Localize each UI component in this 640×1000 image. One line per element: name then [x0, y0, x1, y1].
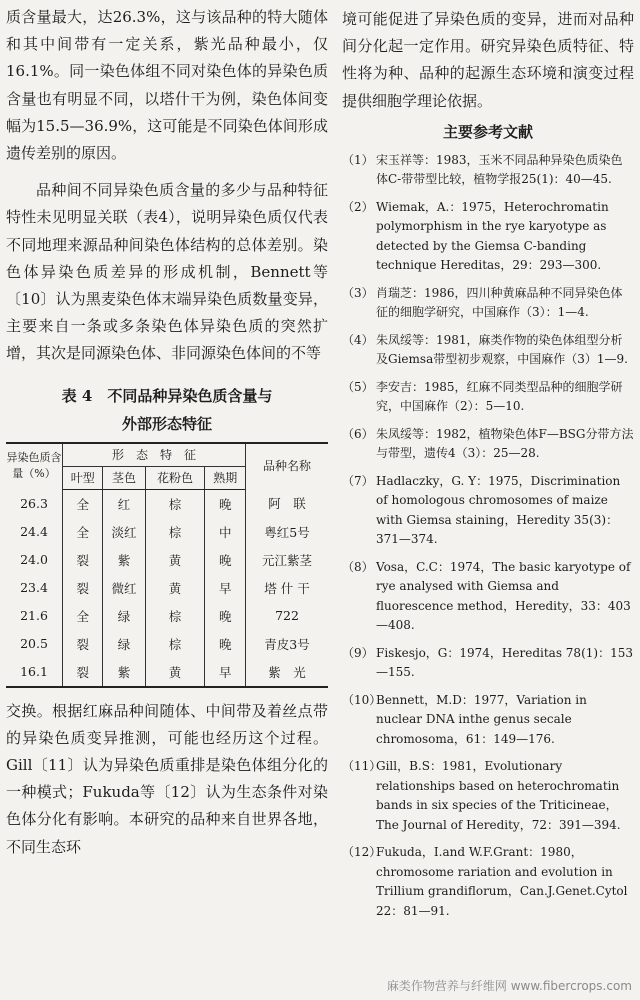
cell-hc: 21.6 — [6, 602, 63, 630]
left-column — [6, 4, 328, 861]
reference-number: （4） — [342, 332, 374, 347]
cell-maturity: 早 — [205, 658, 246, 687]
cell-leaf: 全 — [63, 489, 103, 518]
cell-leaf: 全 — [63, 518, 103, 546]
cell-stem: 绿 — [103, 630, 145, 658]
paragraph: 质含量最大，达26.3%，这与该品种的特大随体和其中间带有一定关系，紫光品种最小，仅16.1%。同一染色体组不同对染色体的异染色质含量也有明显不同，以塔什干为例，染色体间变幅为15.5—36.9%，这可能是不同染色体间形成遗传差别的原因。 — [6, 8, 328, 163]
reference-number: （11） — [342, 759, 382, 774]
cell-stem: 紫 — [103, 546, 145, 574]
reference-text: Vosa，C.C：1974，The basic karyotype of rye analysed with Giemsa and fluorescence method，Heredity，33：403—408. — [376, 559, 631, 633]
paragraph: 品种间不同异染色质含量的多少与品种特征特性未见明显关联（表4），说明异染色质仅代表不同地理来源品种间染色体结构的总体差别。染色体异染色质差异的形成机制，Bennett等〔10〕认为黑麦染色体末端异染色质数量变异，主要来自一条或多条染色体异染色质的突然扩增，其次是同源染色体、非同源染色体间的不等 — [6, 181, 328, 363]
cell-leaf: 裂 — [63, 574, 103, 602]
cell-stem: 绿 — [103, 602, 145, 630]
column-header-variety: 品种名称 — [246, 443, 329, 490]
table-row — [6, 658, 328, 687]
cell-stem: 紫 — [103, 658, 145, 687]
cell-hc: 24.0 — [6, 546, 63, 574]
reference-number: （7） — [342, 473, 374, 488]
column-header: 花粉色 — [145, 466, 205, 489]
column-header: 茎色 — [103, 466, 145, 489]
reference-number: （3） — [342, 285, 374, 300]
reference-number: （9） — [342, 645, 374, 660]
cell-hc: 20.5 — [6, 630, 63, 658]
table-4 — [6, 382, 328, 688]
reference-item — [342, 757, 634, 835]
table-row — [6, 489, 328, 518]
reference-item — [342, 284, 634, 323]
cell-maturity: 晚 — [218, 608, 232, 624]
cell-pollen: 棕 — [145, 518, 205, 546]
table-row — [6, 546, 328, 574]
table-row — [6, 602, 328, 630]
reference-text: Wiemak，A.：1975，Heterochromatin polymorphism in the rye karyotype as detected by the Giemsa C-banding technique Hereditas，29：293—300. — [376, 199, 609, 273]
reference-number: （10） — [342, 692, 382, 707]
reference-text: Bennett，M.D：1977，Variation in nuclear DNA inthe genus secale chromosoma，61：149—176. — [376, 692, 587, 746]
paragraph: 交换。根据红麻品种间随体、中间带及着丝点带的异染色质变异推测，可能也经历这个过程。Gill〔11〕认为异染色质重排是染色体组分化的一种模式；Fukuda等〔12〕认为生态条件对染色体分化有影响。本研究的品种来自世界各地，不同生态环 — [6, 701, 328, 856]
cell-pollen: 黄 — [145, 546, 205, 574]
column-header-group: 形 态 特 征 — [63, 443, 246, 467]
table-title-line: 外部形态特征 — [121, 414, 212, 433]
reference-number: （1） — [342, 152, 374, 167]
cell-variety: 塔 什 干 — [246, 574, 329, 602]
right-column — [342, 6, 634, 929]
reference-item — [342, 331, 634, 370]
reference-number: （6） — [342, 426, 374, 441]
cell-hc: 16.1 — [6, 658, 63, 687]
references-heading: 主要参考文献 — [442, 122, 533, 141]
cell-variety: 阿 联 — [246, 489, 329, 518]
table-title-line: 表 4 不同品种异染色质含量与 — [61, 386, 273, 405]
cell-pollen: 棕 — [145, 630, 205, 658]
cell-maturity: 中 — [218, 524, 232, 540]
reference-item — [342, 378, 634, 417]
reference-item — [342, 425, 634, 464]
cell-maturity: 早 — [218, 580, 232, 596]
reference-item — [342, 691, 634, 750]
cell-leaf: 裂 — [63, 658, 103, 687]
cell-variety: 青皮3号 — [246, 630, 329, 658]
cell-stem: 淡红 — [103, 518, 145, 546]
cell-leaf: 裂 — [63, 630, 103, 658]
reference-item — [342, 558, 634, 636]
reference-text: 肖瑞芝：1986，四川种黄麻品种不同异染色体征的细胞学研究，中国麻作（3）：1—4. — [376, 285, 623, 320]
reference-text: 宋玉祥等：1983，玉米不同品种异染色质染色体C-带带型比较，植物学报25(1)：40—45. — [376, 152, 623, 187]
reference-number: （2） — [342, 199, 374, 214]
cell-hc: 26.3 — [6, 489, 63, 518]
reference-text: Gill，B.S：1981，Evolutionary relationships based on heterochromatin bands in six species of the Triticineae，The Journal of Heredity，72：391—394. — [376, 759, 621, 832]
cell-variety: 722 — [246, 602, 329, 630]
reference-item — [342, 151, 634, 190]
reference-text: 朱凤绥等：1981，麻类作物的染色体组型分析及Giemsa带型初步观察，中国麻作（3）1—9. — [376, 332, 628, 367]
column-header: 熟期 — [205, 466, 246, 489]
reference-item — [342, 644, 634, 683]
reference-number: （5） — [342, 379, 374, 394]
reference-text: Fukuda，I.and W.F.Grant：1980，chromosome rariation and evolution in Trillium grandiflorum，Can.J.Genet.Cytol 22：81—91. — [376, 845, 628, 918]
table-row — [6, 630, 328, 658]
reference-number: （12） — [342, 845, 382, 860]
reference-item — [342, 198, 634, 276]
reference-number: （8） — [342, 559, 374, 574]
column-header-hc: 异染色质含量（%） — [6, 443, 63, 490]
cell-maturity: 晚 — [218, 636, 232, 652]
paragraph: 境可能促进了异染色质的变异，进而对品种间分化起一定作用。研究异染色质特征、特性将为种、品种的起源生态环境和演变过程提供细胞学理论依据。 — [342, 10, 634, 110]
cell-pollen: 黄 — [145, 658, 205, 687]
cell-variety: 元江紫茎 — [246, 546, 329, 574]
reference-item — [342, 472, 634, 550]
cell-maturity: 晚 — [218, 496, 232, 512]
reference-text: Fiskesjo，G：1974，Hereditas 78(1)：153—155. — [376, 645, 633, 680]
cell-maturity: 晚 — [218, 552, 232, 568]
reference-item — [342, 843, 634, 921]
cell-hc: 24.4 — [6, 518, 63, 546]
cell-hc: 23.4 — [6, 574, 63, 602]
data-table — [6, 442, 328, 688]
table-row — [6, 518, 328, 546]
cell-variety: 紫 光 — [246, 658, 329, 687]
cell-leaf: 裂 — [63, 546, 103, 574]
cell-pollen: 棕 — [145, 489, 205, 518]
reference-list — [342, 151, 634, 922]
cell-pollen: 棕 — [145, 602, 205, 630]
reference-text: 李安吉：1985，红麻不同类型品种的细胞学研究，中国麻作（2）：5—10. — [376, 379, 623, 414]
cell-stem: 微红 — [103, 574, 145, 602]
table-title — [6, 382, 328, 438]
cell-leaf: 全 — [63, 602, 103, 630]
reference-text: 朱凤绥等：1982，植物染色体F—BSG分带方法与带型，遗传4（3）：25—28. — [376, 426, 634, 461]
column-header: 叶型 — [63, 466, 103, 489]
cell-pollen: 黄 — [145, 574, 205, 602]
reference-text: Hadlaczky，G. Y：1975，Discrimination of homologous chromosomes of maize with Giemsa staining，Heredity 35(3)：371—374. — [376, 473, 621, 547]
table-row — [6, 574, 328, 602]
cell-variety: 粤红5号 — [246, 518, 329, 546]
watermark-text: 麻类作物营养与纤维网 www.fibercrops.com — [386, 979, 632, 993]
cell-stem: 红 — [103, 489, 145, 518]
